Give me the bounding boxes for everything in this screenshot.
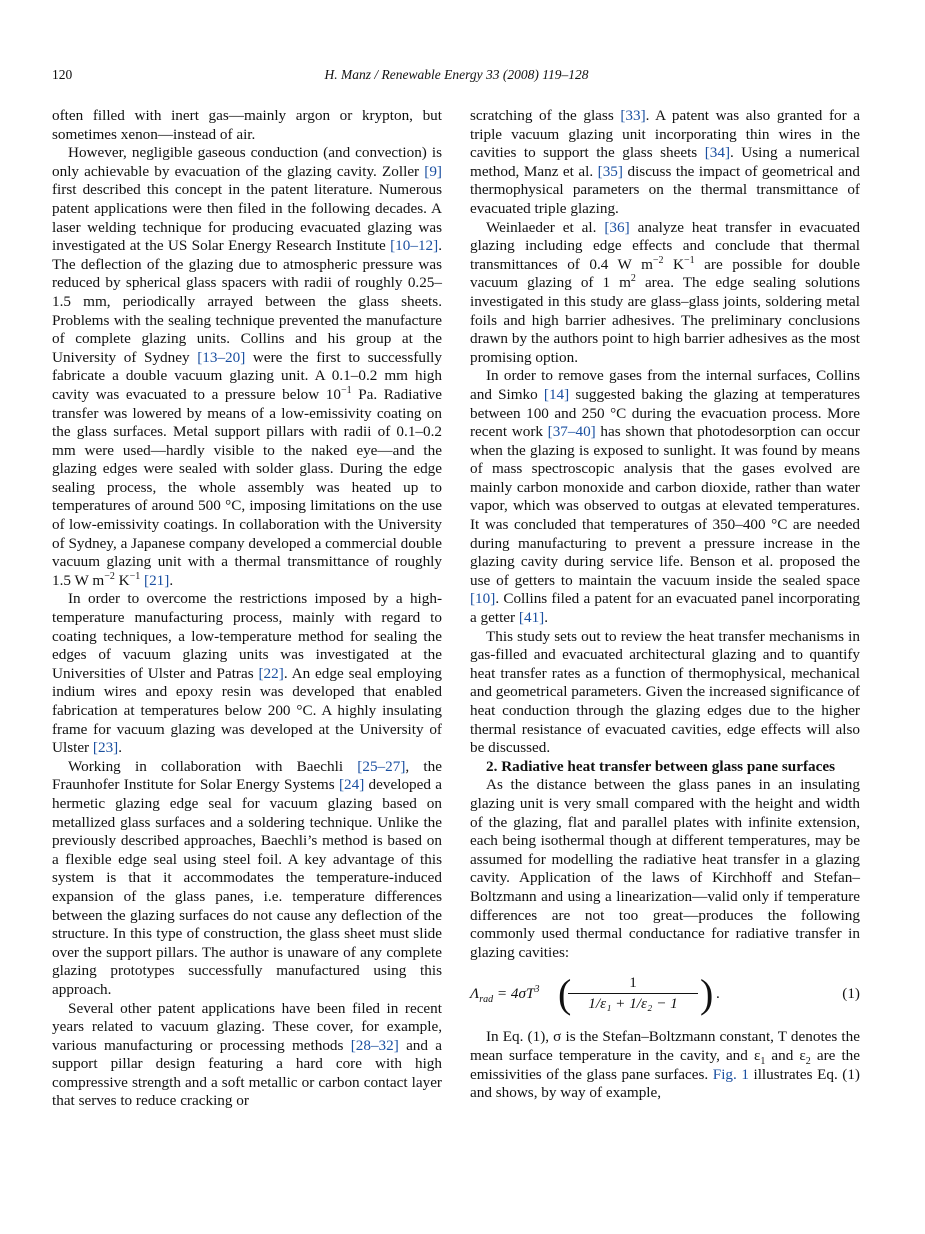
paragraph: This study sets out to review the heat transfer mechanisms in gas-filled and evacuated architectural glazing and to quantify heat transfer rates as a function of thermophysical, mechanical and geometrical parameters. Given the increased significance of heat conduction through the glazing edges due to the higher thermal resistance of evacuated cavities, edge effects will also be discussed. xyxy=(470,627,860,757)
citation-link[interactable]: [24] xyxy=(338,776,365,794)
citation-link[interactable]: [22] xyxy=(258,664,284,682)
section-heading: 2. Radiative heat transfer between glass pane surfaces xyxy=(486,757,835,775)
citation-link[interactable]: [41] xyxy=(518,609,545,627)
citation-link[interactable]: [28–32] xyxy=(350,1036,399,1054)
citation-link[interactable]: [25–27] xyxy=(357,757,406,775)
paragraph: As the distance between the glass panes in an insulating glazing unit is very small compared with the height and width of the glazing, flat and parallel plates with infinite extension, each being isothermal though at different temperatures, may be assumed for modelling the radiative heat transfer in a glazing cavity. Application of the laws of Kirchhoff and Stefan–Boltzmann and using a linearization—valid only if temperature differences are not too great—produces the following commonly used thermal conductance for radiative transfer in glazing cavities: xyxy=(470,776,860,961)
fraction-denominator: 1/ε₁ + 1/ε₂ − 1 xyxy=(568,993,698,1014)
citation-link[interactable]: [36] xyxy=(604,218,630,236)
equation-period: . xyxy=(716,985,720,1003)
citation-link[interactable]: [13–20] xyxy=(197,348,246,366)
citation-link[interactable]: [34] xyxy=(704,144,731,162)
equation-lhs: $\Lambda_{rad} = 4\sigma T^3$ xyxy=(470,984,540,1006)
fraction-numerator: 1 xyxy=(629,974,637,992)
citation-link[interactable]: [37–40] xyxy=(547,423,596,441)
right-column xyxy=(470,107,860,1103)
citation-link[interactable]: [10–12] xyxy=(390,237,439,255)
citation-link[interactable]: [10] xyxy=(470,590,496,608)
citation-link[interactable]: [35] xyxy=(597,162,623,180)
equation-number: (1) xyxy=(842,985,860,1003)
citation-link[interactable]: [14] xyxy=(543,385,570,403)
right-paren: ) xyxy=(700,971,714,1017)
citation-link[interactable]: [33] xyxy=(620,107,646,124)
figure-link[interactable]: Fig. 1 xyxy=(712,1065,749,1083)
paragraph: However, negligible gaseous conduction (and convection) is only achievable by evacuation of the glazing cavity. Zoller [9] first described this concept in the patent literature. Numerous patent applications were then filed in the following decades. A laser welding technique for producing evacuated glazing was investigated at the US Solar Energy Research Institute [10–12]. The deflection of the glazing due to atmospheric pressure was reduced by spherical glass spacers with radii of roughly 0.25–1.5 mm, periodically arrayed between the glass sheets. Problems with the sealing technique prevented the manufacture of complete glazing units. Collins and his group at the University of Sydney [13–20] were the first to successfully fabricate a double vacuum glazing unit. A 0.1–0.2 mm high cavity was evacuated to a pressure below $10^{-1}$ Pa. Radiative transfer was lowered by means of a low-emissivity coating on the glass surfaces. Metal support pillars with radii of 0.1–0.2 mm were used—hardly visible to the naked eye—and the glazing edges were sealed with solder glass. During the edge sealing process, the whole assembly was heated up to temperatures of around 500 °C, imposing limitations on the use of low-emissivity coatings. In collaboration with the University of Sydney, a Japanese company developed a commercial double vacuum glazing unit with a thermal transmittance of roughly 1.5 W $m^{-2}$ $K^{-1}$ [21]. xyxy=(52,144,442,589)
citation-link[interactable]: [9] xyxy=(424,162,442,180)
paragraph: often filled with inert gas—mainly argon or krypton, but sometimes xenon—instead of air. xyxy=(52,107,442,143)
equation-1 xyxy=(470,972,860,1020)
paragraph: Working in collaboration with Baechli [25–27], the Fraunhofer Institute for Solar Energy Systems [24] developed a hermetic glazing edge seal for vacuum glazing based on metallized glass surfaces and a soldering technique. Unlike the previously described approaches, Baechli’s method is based on a flexible edge seal using steel foil. A key advantage of this system is that it accommodates the temperature-induced expansion of the glass panes, i.e. temperature differences between the glazing surfaces do not cause any deflection of the structure. In this type of construction, the glass sheet must slide over the support pillars. The author is unaware of any complete glazing prototypes successfully manufactured using this approach. xyxy=(52,757,442,998)
equation-fraction xyxy=(568,974,698,1013)
citation-link[interactable]: [23] xyxy=(92,739,119,757)
page-number: 120 xyxy=(52,67,73,82)
running-head xyxy=(52,67,861,87)
paragraph: Weinlaeder et al. [36] analyze heat transfer in evacuated glazing including edge effects and conclude that thermal transmittances of 0.4 W $m^{-2}$ $K^{-1}$ are possible for double vacuum glazing of 1 $m^2$ area. The edge sealing solutions investigated in this study are glass–glass joints, soldering metal foils and high barrier adhesives. The preliminary conclusions drawn by the authors point to high barrier adhesives as the most promising option. xyxy=(470,218,860,366)
left-paren: ( xyxy=(558,971,572,1017)
paragraph: In order to remove gases from the internal surfaces, Collins and Simko [14] suggested baking the glazing at temperatures between 100 and 250 °C during the evacuation process. More recent work [37–40] has shown that photodesorption can occur when the glazing is exposed to sunlight. It was found by means of mass spectroscopic analysis that the gases evolved are mainly carbon monoxide and carbon dioxide, rather than water vapor, which was observed to outgas at elevated temperatures. It was concluded that temperatures of 350–400 °C are needed during manufacturing to prevent a pressure increase in the glazing cavity during service life. Benson et al. proposed the use of getters to maintain the vacuum inside the sealed space [10]. Collins filed a patent for an evacuated panel incorporating a getter [41]. xyxy=(470,367,860,627)
paragraph: In Eq. (1), σ is the Stefan–Boltzmann constant, T denotes the mean surface temperature in the cavity, and $\varepsilon_1$ and $\varepsilon_2$ are the emissivities of the glass pane surfaces. Fig. 1 illustrates Eq. (1) and shows, by way of example, xyxy=(470,1028,861,1102)
left-column xyxy=(52,107,442,1111)
paragraph: Several other patent applications have been filed in recent years related to vacuum glazing. These cover, for example, various manufacturing or processing methods [28–32] and a support pillar design featuring a hard core with high compressive strength and a soft metallic or carbon contact layer that serves to reduce cracking or xyxy=(52,999,443,1110)
journal-citation: H. Manz / Renewable Energy 33 (2008) 119–128 xyxy=(324,67,589,82)
paragraph: scratching of the glass [33]. A patent was also granted for a triple vacuum glazing unit incorporating thin wires in the cavities to support the glass sheets [34]. Using a numerical method, Manz et al. [35] discuss the impact of geometrical and thermophysical parameters on the thermal transmittance of evacuated triple glazing. xyxy=(470,107,861,217)
paragraph: In order to overcome the restrictions imposed by a high-temperature manufacturing process, mainly with regard to coating techniques, a low-temperature method for sealing the edges of vacuum glazing units was investigated at the Universities of Ulster and Patras [22]. An edge seal employing indium wires and epoxy resin was developed that enabled fabrication at temperatures below 200 °C. A highly insulating frame for vacuum glazing was developed at the University of Ulster [23]. xyxy=(52,590,442,757)
citation-link[interactable]: [21] xyxy=(144,571,170,589)
